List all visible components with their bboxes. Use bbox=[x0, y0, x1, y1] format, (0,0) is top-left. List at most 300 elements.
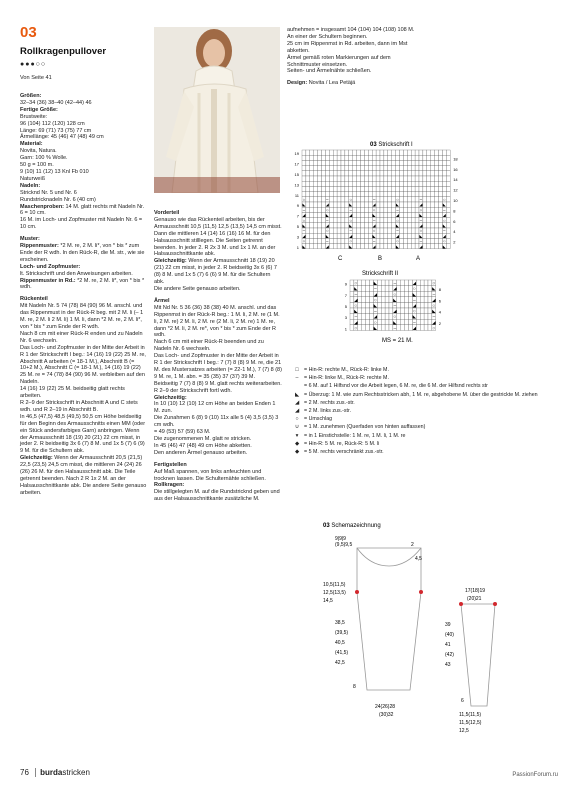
chart-cell bbox=[435, 186, 439, 191]
chart-cell bbox=[400, 218, 404, 223]
chart-cell bbox=[381, 297, 385, 303]
chart-cell bbox=[322, 150, 326, 155]
chart-symbol: ◣ bbox=[432, 308, 436, 314]
chart-cell bbox=[427, 192, 431, 197]
chart-cell bbox=[419, 171, 423, 176]
chart-cell bbox=[424, 302, 428, 308]
chart-cell bbox=[428, 291, 432, 297]
chart-cell bbox=[314, 228, 318, 233]
chart-symbol: ○ bbox=[354, 280, 358, 286]
chart-cell bbox=[380, 155, 384, 160]
page-number: 76 bbox=[20, 768, 29, 777]
watermark: PassionForum.ru bbox=[512, 772, 558, 778]
chart-cell bbox=[400, 244, 404, 249]
row-label: 8 bbox=[453, 208, 456, 214]
chart-cell bbox=[306, 223, 310, 228]
ms-label: MS = 21 M. bbox=[382, 338, 413, 344]
chart-symbol: ◣ bbox=[302, 243, 306, 249]
row-label: 2 bbox=[438, 320, 442, 326]
chart-symbol: ○ bbox=[373, 319, 377, 325]
chart-cell bbox=[376, 171, 380, 176]
row-label: 19 bbox=[294, 151, 299, 157]
chart-cell bbox=[361, 218, 365, 223]
chart-cell bbox=[416, 291, 420, 297]
chart-cell bbox=[446, 202, 450, 207]
chart-cell bbox=[376, 233, 380, 238]
chart-symbol: – bbox=[374, 286, 377, 292]
chart-cell bbox=[396, 181, 400, 186]
chart-cell bbox=[357, 218, 361, 223]
chart-cell bbox=[446, 192, 450, 197]
chart-symbol: – bbox=[443, 207, 446, 213]
paragraph: lt. Strickschrift und den Anweisungen arbeiten. bbox=[20, 270, 133, 277]
chart-symbol: ◢ bbox=[302, 212, 306, 218]
chart-cell bbox=[409, 319, 413, 325]
chart-cell bbox=[322, 171, 326, 176]
chart-symbol: ○ bbox=[412, 308, 416, 314]
chart-cell bbox=[384, 171, 388, 176]
chart-cell bbox=[384, 238, 388, 243]
chart-cell bbox=[405, 325, 409, 331]
chart-cell bbox=[370, 286, 374, 292]
chart-cell bbox=[423, 171, 427, 176]
chart-cell bbox=[431, 228, 435, 233]
chart-cell bbox=[318, 212, 322, 217]
chart-cell bbox=[329, 244, 333, 249]
section-c: C bbox=[338, 256, 343, 260]
row-label: 4 bbox=[453, 229, 456, 235]
chart-cell bbox=[431, 150, 435, 155]
chart-cell bbox=[431, 197, 435, 202]
chart-cell bbox=[427, 218, 431, 223]
chart-cell bbox=[431, 176, 435, 181]
chart-cell bbox=[368, 181, 372, 186]
paragraph: An einer der Schultern beginnen. bbox=[287, 33, 368, 40]
chart-cell bbox=[397, 302, 401, 308]
chart-symbol: ◢ bbox=[442, 233, 446, 239]
legend-item bbox=[290, 407, 550, 415]
paragraph bbox=[20, 141, 147, 148]
chart-cell bbox=[337, 228, 341, 233]
chart-cell bbox=[388, 212, 392, 217]
chart-cell bbox=[384, 233, 388, 238]
chart-cell bbox=[329, 238, 333, 243]
chart-cell bbox=[380, 186, 384, 191]
chart-cell bbox=[353, 228, 357, 233]
chart-cell bbox=[384, 228, 388, 233]
chart-symbol: – bbox=[396, 207, 399, 213]
chart-symbol: ○ bbox=[396, 238, 399, 244]
chart-cell bbox=[318, 228, 322, 233]
chart-cell bbox=[446, 197, 450, 202]
chart-cell bbox=[380, 192, 384, 197]
chart-cell bbox=[357, 233, 361, 238]
chart-cell bbox=[405, 291, 409, 297]
chart-cell bbox=[423, 197, 427, 202]
chart-symbol: ◣ bbox=[302, 202, 306, 208]
bold-heading: Rollkragen: bbox=[154, 482, 185, 489]
chart-cell bbox=[419, 181, 423, 186]
row-label: 16 bbox=[453, 166, 458, 172]
chart-cell bbox=[310, 176, 314, 181]
chart-cell bbox=[396, 176, 400, 181]
chart-symbol: ○ bbox=[443, 197, 446, 202]
chart-cell bbox=[337, 176, 341, 181]
chart-cell bbox=[411, 233, 415, 238]
chart-cell bbox=[361, 155, 365, 160]
chart-cell bbox=[368, 186, 372, 191]
chart-cell bbox=[376, 218, 380, 223]
chart-cell bbox=[306, 244, 310, 249]
chart-cell bbox=[388, 186, 392, 191]
chart-cell bbox=[442, 160, 446, 165]
chart-cell bbox=[329, 176, 333, 181]
chart-cell bbox=[396, 160, 400, 165]
chart-cell bbox=[364, 212, 368, 217]
chart-cell bbox=[314, 218, 318, 223]
chart-cell bbox=[350, 325, 354, 331]
chart-cell bbox=[431, 181, 435, 186]
chart-cell bbox=[423, 218, 427, 223]
paragraph: Länge: 69 (71) 73 (75) 77 cm bbox=[20, 127, 92, 134]
chart-cell bbox=[419, 186, 423, 191]
chart-cell bbox=[407, 166, 411, 171]
chart-symbol: – bbox=[419, 238, 423, 244]
chart-cell bbox=[341, 155, 345, 160]
chart-cell bbox=[337, 166, 341, 171]
chart-cell bbox=[366, 325, 370, 331]
chart-cell bbox=[407, 176, 411, 181]
chart-cell bbox=[364, 160, 368, 165]
chart-cell bbox=[364, 171, 368, 176]
bold-heading: Fertigstellen bbox=[154, 461, 187, 468]
chart-cell bbox=[446, 160, 450, 165]
chart-cell bbox=[403, 238, 407, 243]
chart-symbol: ◢ bbox=[395, 212, 400, 218]
chart-cell bbox=[385, 302, 389, 308]
chart-symbol: ◢ bbox=[325, 202, 329, 208]
chart-cell bbox=[423, 192, 427, 197]
chart-symbol: ○ bbox=[393, 291, 397, 297]
chart-cell bbox=[435, 197, 439, 202]
chart-cell bbox=[357, 192, 361, 197]
chart-cell bbox=[439, 186, 443, 191]
chart-cell bbox=[314, 186, 318, 191]
chart-symbol: – bbox=[443, 228, 446, 234]
chart-cell bbox=[318, 192, 322, 197]
paragraph: 14 (16) 19 (22) 25 M. beidseitig glatt rechts arbeiten. bbox=[20, 386, 125, 400]
chart-cell bbox=[384, 160, 388, 165]
chart-cell bbox=[409, 286, 413, 292]
paragraph: Novita, Natura. bbox=[20, 148, 57, 155]
chart-cell bbox=[362, 291, 366, 297]
paragraph bbox=[154, 298, 282, 305]
chart-cell bbox=[427, 238, 431, 243]
chart-cell bbox=[411, 218, 415, 223]
chart-cell bbox=[420, 286, 424, 292]
chart-cell bbox=[376, 181, 380, 186]
footer bbox=[20, 768, 90, 777]
chart-symbol: ◣ bbox=[419, 212, 423, 218]
chart-symbol: – bbox=[326, 197, 329, 202]
chart-cell bbox=[431, 238, 435, 243]
chart-symbol: ◢ bbox=[432, 319, 436, 325]
chart-cell bbox=[377, 302, 381, 308]
chart-cell bbox=[364, 192, 368, 197]
chart-cell bbox=[401, 325, 405, 331]
chart-cell bbox=[364, 176, 368, 181]
chart-cell bbox=[400, 228, 404, 233]
chart-cell bbox=[314, 155, 318, 160]
chart-cell bbox=[314, 160, 318, 165]
chart-cell bbox=[353, 171, 357, 176]
chart-cell bbox=[353, 218, 357, 223]
chart-cell bbox=[372, 160, 376, 165]
chart-cell bbox=[366, 286, 370, 292]
chart-cell bbox=[446, 238, 450, 243]
chart-cell bbox=[333, 223, 337, 228]
chart-cell bbox=[364, 223, 368, 228]
chart-cell bbox=[389, 291, 393, 297]
chart-cell bbox=[302, 171, 306, 176]
chart-cell bbox=[411, 186, 415, 191]
chart-cell bbox=[435, 228, 439, 233]
chart-cell bbox=[411, 160, 415, 165]
chart-cell bbox=[405, 286, 409, 292]
chart-cell bbox=[329, 202, 333, 207]
chart-symbol: – bbox=[432, 314, 436, 320]
legend-symbol-icon: ◆ bbox=[294, 449, 300, 456]
chart-cell bbox=[384, 192, 388, 197]
chart-cell bbox=[380, 212, 384, 217]
chart-cell bbox=[353, 244, 357, 249]
chart-cell bbox=[385, 308, 389, 314]
chart-cell bbox=[357, 244, 361, 249]
chart-cell bbox=[392, 186, 396, 191]
chart-cell bbox=[358, 302, 362, 308]
chart-cell bbox=[306, 228, 310, 233]
chart-cell bbox=[396, 186, 400, 191]
chart-cell bbox=[381, 314, 385, 320]
chart-cell bbox=[446, 207, 450, 212]
bold-heading: Gleichzeitig: bbox=[154, 394, 187, 401]
chart-cell bbox=[381, 286, 385, 292]
chart-cell bbox=[403, 197, 407, 202]
chart-cell bbox=[392, 166, 396, 171]
chart-cell bbox=[306, 181, 310, 186]
bold-heading: Rückenteil bbox=[20, 296, 48, 303]
chart-symbol: – bbox=[393, 280, 397, 286]
chart-cell bbox=[361, 202, 365, 207]
paragraph: R 2–9 der Strickschrift fortl wdh. bbox=[154, 387, 232, 394]
paragraph: Die Zunahmen 6 (8) 9 (10) 11x alle 5 (4) 3,5 (3,5) 3 cm wdh. bbox=[154, 415, 279, 429]
paragraph: Die stillgelegten M. auf die Rundstricknd geben und aus der Halsausschnittkante zusätzliche M. bbox=[154, 489, 280, 503]
chart-cell bbox=[337, 160, 341, 165]
chart-symbol: ○ bbox=[349, 217, 353, 223]
chart-symbol: ◢ bbox=[395, 233, 400, 239]
legend-text: = Hin-R: rechte M., Rück-R: linke M. bbox=[304, 367, 389, 373]
chart-cell bbox=[380, 160, 384, 165]
chart-cell bbox=[345, 166, 349, 171]
chart-symbol: ◢ bbox=[412, 303, 417, 308]
chart-cell bbox=[428, 280, 432, 286]
svg-text:40,5: 40,5 bbox=[335, 640, 345, 646]
chart-cell bbox=[407, 212, 411, 217]
chart-cell bbox=[427, 228, 431, 233]
chart-cell bbox=[400, 160, 404, 165]
chart-cell bbox=[431, 233, 435, 238]
svg-text:11,5(12,5): 11,5(12,5) bbox=[459, 720, 482, 726]
chart-cell bbox=[403, 218, 407, 223]
chart-cell bbox=[397, 280, 401, 286]
chart-symbol: ◢ bbox=[302, 233, 306, 239]
chart-symbol: ○ bbox=[396, 197, 399, 202]
svg-text:14,5: 14,5 bbox=[323, 598, 333, 604]
chart-cell bbox=[407, 202, 411, 207]
chart-symbol: – bbox=[372, 238, 376, 244]
chart-cell bbox=[337, 186, 341, 191]
chart-cell bbox=[353, 176, 357, 181]
chart-cell bbox=[388, 197, 392, 202]
chart-cell bbox=[427, 171, 431, 176]
chart-symbol: ◢ bbox=[412, 280, 417, 286]
chart-symbol: – bbox=[326, 217, 329, 223]
chart-symbol: ○ bbox=[372, 207, 376, 213]
chart-cell bbox=[333, 166, 337, 171]
chart-cell bbox=[349, 186, 353, 191]
chart-cell bbox=[400, 150, 404, 155]
chart-cell bbox=[384, 176, 388, 181]
chart-cell bbox=[310, 207, 314, 212]
paragraph-text: Wenn der Armausschnitt 20,5 (21,5) 22,5 (23,5) 24,5 cm misst, die mittleren 24 (24) 26 (26) 26 M. für den Halsausschnitt abk. Die Teile getrennt beenden. Nach 2 R 1x 2 M. an der Halsausschnittkante abk. Die andere Seite genauso arbeiten. bbox=[20, 455, 147, 496]
chart-cell bbox=[361, 223, 365, 228]
chart-cell bbox=[357, 150, 361, 155]
chart-cell bbox=[420, 314, 424, 320]
chart-cell bbox=[384, 166, 388, 171]
body-marker-left bbox=[355, 590, 359, 594]
chart-cell bbox=[341, 192, 345, 197]
chart-cell bbox=[385, 314, 389, 320]
chart-cell bbox=[424, 325, 428, 331]
chart-cell bbox=[439, 181, 443, 186]
chart-cell bbox=[341, 218, 345, 223]
chart-cell bbox=[362, 302, 366, 308]
chart-cell bbox=[385, 280, 389, 286]
svg-text:9|9|9: 9|9|9 bbox=[335, 536, 346, 542]
bold-heading: Muster: bbox=[20, 236, 40, 243]
chart-cell bbox=[396, 166, 400, 171]
svg-text:(39,5): (39,5) bbox=[335, 630, 349, 636]
paragraph bbox=[154, 258, 282, 286]
chart-cell bbox=[380, 244, 384, 249]
paragraph: 96 (104) 112 (120) 128 cm bbox=[20, 120, 85, 127]
chart-cell bbox=[333, 155, 337, 160]
chart-cell bbox=[314, 171, 318, 176]
chart-cell bbox=[420, 319, 424, 325]
chart-cell bbox=[310, 244, 314, 249]
chart-symbol: ◢ bbox=[372, 223, 376, 228]
section-a: A bbox=[416, 256, 421, 260]
chart-symbol: ◣ bbox=[373, 303, 378, 308]
chart-cell bbox=[318, 150, 322, 155]
chart-cell bbox=[306, 171, 310, 176]
chart-cell bbox=[411, 166, 415, 171]
chart-cell bbox=[333, 176, 337, 181]
chart-cell bbox=[329, 181, 333, 186]
chart-symbol: ○ bbox=[443, 217, 446, 223]
chart-cell bbox=[389, 314, 393, 320]
chart-cell bbox=[333, 160, 337, 165]
chart-cell bbox=[362, 314, 366, 320]
chart-cell bbox=[401, 280, 405, 286]
row-label: 13 bbox=[294, 182, 299, 188]
chart-cell bbox=[439, 166, 443, 171]
chart-symbol: ○ bbox=[432, 325, 436, 331]
chart-cell bbox=[341, 228, 345, 233]
chart-symbol: – bbox=[432, 291, 436, 297]
bold-heading: Nadeln: bbox=[20, 182, 41, 189]
chart-cell bbox=[306, 207, 310, 212]
chart-cell bbox=[350, 302, 354, 308]
chart-symbol: – bbox=[396, 228, 399, 234]
chart-cell bbox=[439, 176, 443, 181]
chart-cell bbox=[353, 207, 357, 212]
chart-symbol: – bbox=[354, 291, 358, 297]
chart-symbol: ○ bbox=[396, 217, 399, 223]
chart-cell bbox=[337, 150, 341, 155]
chart-cell bbox=[423, 223, 427, 228]
chart-cell bbox=[333, 207, 337, 212]
paragraph: Das Loch- und Zopfmuster in der Mitte der Arbeit in R 1 der Strickschrift I beg.: 7 (7) 8 (8) 9 M. re, die 21 M. des Mustersatzes arbeiten (= 22-1 M.), 7 (7) 8 (8) 9 M. re, 1 M. abn. = 35 (35) 37 (37) 39 M. bbox=[154, 353, 282, 380]
brand-suffix: stricken bbox=[62, 768, 90, 777]
chart-cell bbox=[349, 181, 353, 186]
svg-text:12,5: 12,5 bbox=[459, 728, 469, 734]
chart-symbol: ○ bbox=[302, 238, 306, 244]
legend-text: = Hin-R: 5 M. re, Rück-R: 5 M. li bbox=[304, 440, 380, 447]
legend-item bbox=[290, 432, 550, 440]
chart-symbol: ○ bbox=[419, 228, 423, 234]
chart-cell bbox=[397, 291, 401, 297]
chart-cell bbox=[423, 212, 427, 217]
schematic-title: 03 Schemazeichnung bbox=[323, 523, 381, 529]
svg-text:(40): (40) bbox=[445, 632, 454, 638]
chart-cell bbox=[349, 176, 353, 181]
chart-cell bbox=[349, 160, 353, 165]
chart-cell bbox=[424, 286, 428, 292]
chart-cell bbox=[314, 238, 318, 243]
chart-symbol: ○ bbox=[432, 280, 436, 286]
paragraph bbox=[20, 204, 147, 218]
chart-cell bbox=[310, 192, 314, 197]
chart-cell bbox=[333, 238, 337, 243]
chart-cell bbox=[423, 233, 427, 238]
chart-cell bbox=[366, 319, 370, 325]
chart-cell bbox=[358, 280, 362, 286]
paragraph: Nach 8 cm mit einer Rück-R enden und zu Nadeln Nr. 6 wechseln. bbox=[20, 330, 143, 344]
chart-cell bbox=[403, 202, 407, 207]
chart-cell bbox=[380, 223, 384, 228]
chart-symbol: – bbox=[354, 314, 358, 320]
chart-cell bbox=[322, 155, 326, 160]
paragraph bbox=[20, 93, 147, 100]
chart-cell bbox=[388, 233, 392, 238]
chart-cell bbox=[345, 181, 349, 186]
chart-cell bbox=[310, 155, 314, 160]
chart-cell bbox=[333, 244, 337, 249]
chart-cell bbox=[388, 223, 392, 228]
chart-cell bbox=[415, 186, 419, 191]
svg-text:24(26)28: 24(26)28 bbox=[375, 704, 396, 710]
